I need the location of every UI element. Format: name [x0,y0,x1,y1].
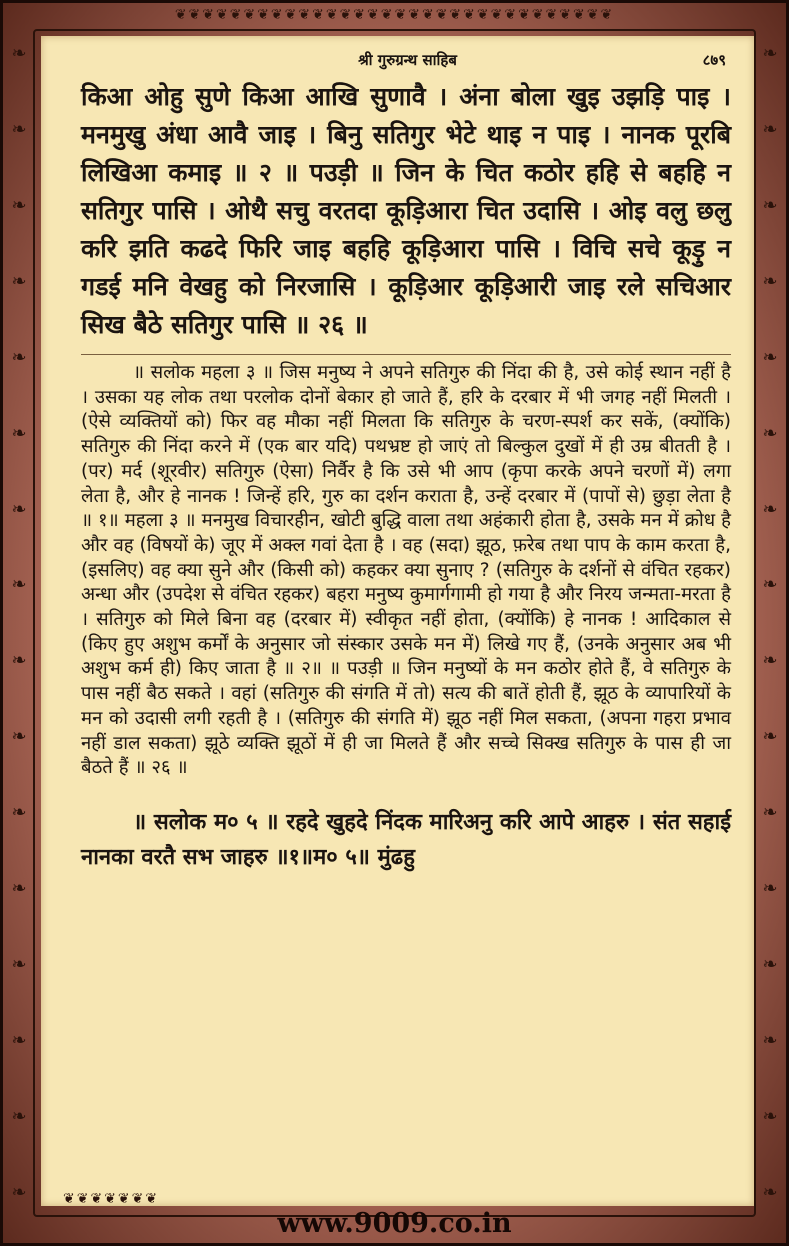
gurbani-next-passage: ॥ सलोक म० ५ ॥ रहदे खुहदे निंदक मारिअनु करि आपे आहरु । संत सहाई नानका वरतै सभ जाहरु ॥१॥म० ५॥ मुंढहु [81,809,731,870]
page-title: श्री गुरुग्रन्थ साहिब [358,51,457,69]
hindi-translation: ॥ सलोक महला ३ ॥ जिस मनुष्य ने अपने सतिगुरु की निंदा की है, उसे कोई स्थान नहीं है । उसका यह लोक तथा परलोक दोनों बेकार हो जाते हैं, हरि के दरबार में भी जगह नहीं मिलती । (ऐसे व्यक्तियों को) फिर वह मौका नहीं मिलता कि सतिगुरु के चरण-स्पर्श कर सकें, (क्योंकि) सतिगुरु की निंदा करने में (एक बार यदि) पथभ्रष्ट हो जाएं तो बिल्कुल दुखों में ही उम्र बीतती है । (पर) मर्द (शूरवीर) सतिगुरु (ऐसा) निर्वैर है कि उसे भी आप (कृपा करके अपने चरणों में) लगा लेता है, और हे नानक ! जिन्हें हरि, गुरु का दर्शन कराता है, उन्हें दरबार में (पापों से) छुड़ा लेता है ॥ १॥ महला ३ ॥ मनमुख विचारहीन, खोटी बुद्धि वाला तथा अहंकारी होता है, उसके मन में क्रोध है और वह (विषयों के) जूए में अक्ल गवां देता है । वह (सदा) झूठ, फ़रेब तथा पाप के काम करता है, (इसलिए) वह क्या सुने और (किसी को) कहकर क्या सुनाए ? (सतिगुरु के दर्शनों से वंचित रहकर) अन्धा और (उपदेश से वंचित रहकर) बहरा मनुष्य कुमार्गगामी हो गया है और निरय जन्मता-मरता है । सतिगुरु को मिले बिना वह (दरबार में) स्वीकृत नहीं होता, (क्योंकि) हे नानक ! आदिकाल से (किए हुए अशुभ कर्मों के अनुसार जो संस्कार उसके मन में) लिखे गए हैं, (उनके अनुसार अब भी अशुभ कर्म ही) किए जाता है ॥ २॥ ॥ पउड़ी ॥ जिन मनुष्यों के मन कठोर होते हैं, वे सतिगुरु के पास नहीं बैठ सकते । वहां (सतिगुरु की संगति में तो) सत्य की बातें होती हैं, झूठ के व्यापारियों के मन को उदासी लगी रहती है । (सतिगुरु की संगति में) झूठ नहीं मिल सकता, (अपना गहरा प्रभाव नहीं डाल सकता) झूठे व्यक्ति झूठों में ही जा मिलते हैं और सच्चे सिक्ख सतिगुरु के पास ही जा बैठते हैं ॥ २६ ॥ [81,362,731,779]
page-number: ८७९ [702,51,726,69]
gurbani-passage: किआ ओहु सुणे किआ आखि सुणावै । अंना बोला खुइ उझड़ि पाइ । मनमुखु अंधा आवै जाइ । बिनु सतिगुर भेटे थाइ न पाइ । नानक पूरबि लिखिआ कमाइ ॥ २ ॥ पउड़ी ॥ जिन के चित कठोर हहि से बहहि न सतिगुर पासि । ओथै सचु वरतदा कूड़िआरा चित उदासि । ओइ वलु छलु करि झति कढदे फिरि जाइ बहहि कूड़िआरा पासि । विचि सचे कूड़ु न गडई मनि वेखहु को निरजासि । कूड़िआर कूड़िआरी जाइ रले सचिआर सिख बैठे सतिगुर पासि ॥ २६ ॥ [81,82,731,339]
bottom-ornament: ❦❦❦❦❦❦❦ [63,1191,160,1207]
section-divider [81,354,731,355]
website-url[interactable]: www.9009.co.in [277,1208,512,1239]
top-ornament: ❦❦❦❦❦❦❦❦❦❦❦❦❦❦❦❦❦❦❦❦❦❦❦❦❦❦❦❦❦❦❦❦ [174,7,615,23]
scripture-page [41,36,754,1206]
right-ornament: ❧ ❧ ❧ ❧ ❧ ❧ ❧ ❧ ❧ ❧ ❧ ❧ ❧ ❧ ❧ ❧ [762,43,778,1203]
page-header [81,36,734,74]
left-ornament: ❧ ❧ ❧ ❧ ❧ ❧ ❧ ❧ ❧ ❧ ❧ ❧ ❧ ❧ ❧ ❧ [11,43,27,1203]
